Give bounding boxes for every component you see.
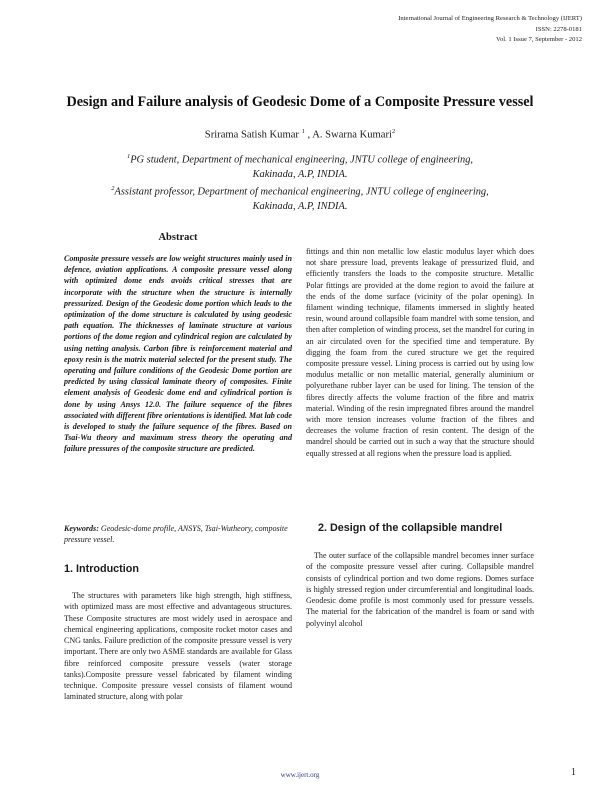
journal-header: [398, 14, 582, 46]
affiliations: [0, 150, 600, 214]
journal-name: International Journal of Engineering Research & Technology (IJERT): [398, 15, 582, 22]
author-1-sup: 1: [301, 128, 305, 135]
keywords-text: Geodesic-dome profile, ANSYS, Tsai-Wutheory, composite pressure vessel.: [64, 524, 288, 545]
abstract-heading: Abstract: [158, 232, 198, 243]
keywords: [64, 523, 292, 545]
author-1: Srirama Satish Kumar: [204, 129, 299, 141]
author-2-sup: 2: [391, 128, 396, 135]
volume-issue: Vol. 1 Issue 7, September - 2012: [496, 36, 582, 44]
introduction-text: The structures with parameters like high strength, high stiffness, with optimized mass are most effective and advantageous structures. These Composite structures are most widely used in aerospace and chemical engineering applications, composite rocket motor cases and CNG tanks. Failure prediction of the composite pressure vessel is very important. There are only two ASME standards are available for Glass fibre reinforced composite pressure vessels (water storage tanks).Composite pressure vessel fabricated by filament winding technique. Composite pressure vessel consists of filament wound laminated structure, along with polar: [64, 591, 292, 702]
right-column-text: fittings and thin non metallic low elastic modulus layer which does not share pressure load, prevents leakage of pressurized fluid, and efficiently transfers the loads to the composite structure. Metallic Polar fittings are provided at the dome region to avoid the failure at the ends of the dome surface (vicinity of the polar opening). In filament winding technique, filaments immersed in slightly heated resin, wound around collapsible foam mandrel with some tension, and then after completion of winding process, set the mandrel for curing in an air circulated oven for the specified time and temperature. By digging the foam from the cured structure we get the required composite pressure vessel. Lining process is carried out by using low modulus metallic or non metallic material, generally aluminium or polyurethane rubber layer can be used for lining. The tension of the fibres directly affects the volume fraction of the fibre and matrix material. Winding of the resin impregnated fibres around the mandrel with more tension increases volume fraction of the fibres and decreases the volume fraction of resin content. The design of the mandrel should be carried out in such a way that the structure should equally stressed at all regions when the pressure load is applied.: [306, 247, 534, 458]
abstract-text: Composite pressure vessels are low weight structures mainly used in defence, aviation applications. A composite pressure vessel along with optimized dome ends avoids critical stresses that are incorporate with the structure when the structure is internally pressurized. Design of the Geodesic dome portion which leads to the optimization of the dome structure is calculated by using geodesic path equation. The thicknesses of laminate structure at various portions of the dome region and cylindrical region are calculated by using netting analysis. Carbon fibre is reinforcement material and epoxy resin is the matrix material selected for the present study. The operating and failure conditions of the Geodesic Dome portion are predicted by using classical laminate theory of composites. Finite element analysis of Geodesic dome end and cylindrical portion is done by using Ansys 12.0. The failure sequence of the fibres associated with different fibre orientations is identified. Mat lab code is developed to study the failure sequence of the fibres. Based on Tsai-Wu theory and maximum stress theory the operating and failure pressures of the composite structure are predicted.: [64, 254, 292, 454]
affiliation-2-text: Assistant professor, Department of mechanical engineering, JNTU college of engineering,: [114, 186, 489, 198]
affiliation-2-line-2: Kakinada, A.P, INDIA.: [252, 200, 348, 212]
author-2: , A. Swarna Kumari: [304, 129, 392, 141]
paper-title: Design and Failure analysis of Geodesic Dome of a Composite Pressure vessel: [66, 94, 534, 110]
mandrel-section-text: The outer surface of the collapsible mandrel becomes inner surface of the composite pressure vessel after curing. Collapsible mandrel consists of cylindrical portion and two dome regions. Domes surface is highly stressed region under circumferential and longitudinal loads. Geodesic dome profile is most commonly used for pressure vessels. The material for the fabrication of the mandrel is foam or sand with polyvinyl alcohol: [306, 551, 534, 628]
affiliation-1-line-2: Kakinada, A.P, INDIA.: [252, 168, 348, 180]
affiliation-1-sup: 1: [126, 153, 131, 160]
footer-url[interactable]: www.ijert.org: [280, 771, 320, 779]
affiliation-1-line-1: [0, 150, 600, 168]
mandrel-section-heading: 2. Design of the collapsible mandrel: [318, 522, 503, 534]
page-number: 1: [571, 767, 576, 778]
affiliation-2-sup: 2: [111, 184, 115, 192]
affiliation-2-line-1: [0, 182, 600, 200]
affiliation-1-text: PG student, Department of mechanical engineering, JNTU college of engineering,: [130, 154, 474, 166]
introduction-heading: 1. Introduction: [64, 563, 139, 575]
issn: ISSN: 2278-0181: [535, 25, 582, 33]
author-line: [0, 128, 600, 141]
keywords-label: Keywords:: [64, 524, 99, 533]
